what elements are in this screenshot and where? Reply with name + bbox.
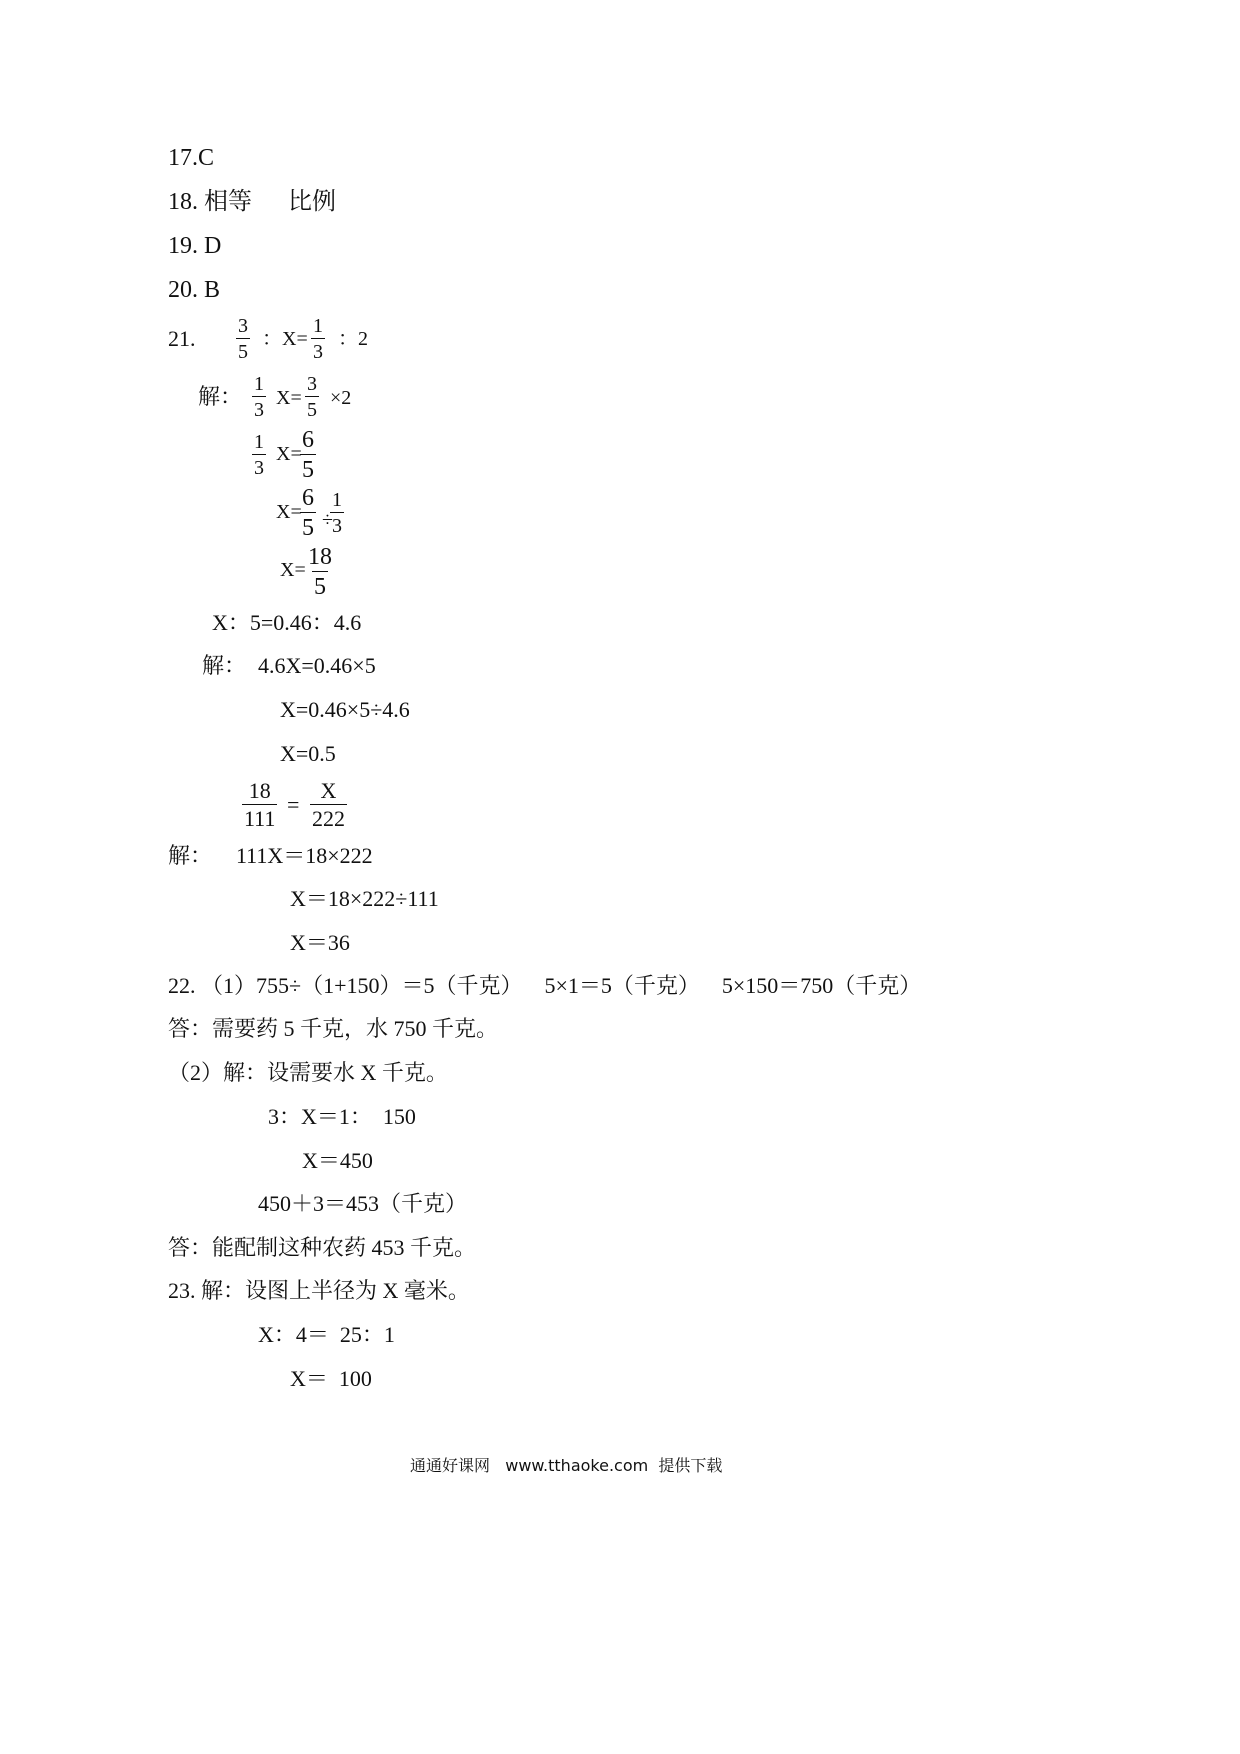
- fraction-6-5: $\frac{6}{5}$: [302, 485, 314, 541]
- equation-text: X：5=0.46：4.6: [212, 610, 362, 635]
- equation-text: X=: [276, 387, 302, 409]
- fraction-18-5: $\frac{18}{5}$: [308, 544, 332, 600]
- equation-text: X＝ 100: [290, 1366, 372, 1391]
- fraction-1-3: $\frac{1}{3}$: [254, 431, 264, 479]
- answer-22-part-2: （2）解：设需要水 X 千克。: [168, 1060, 448, 1085]
- fraction-3-5: $\frac{3}{5}$: [307, 373, 317, 421]
- equation-text: X＝450: [302, 1148, 373, 1173]
- equation-text: 3：X＝1： 150: [268, 1104, 416, 1129]
- fraction-1-3: $\frac{1}{3}$: [313, 315, 323, 363]
- fraction-1-3: $\frac{1}{3}$: [254, 373, 264, 421]
- fraction-3-5: $\frac{3}{5}$: [238, 315, 248, 363]
- fraction-x-222: $\frac{X}{222}$: [312, 778, 345, 831]
- answer-20: 20. B: [168, 277, 221, 303]
- equation-text: X＝36: [290, 930, 350, 955]
- divide-sign: ÷: [322, 509, 333, 531]
- answer-17: 17.C: [168, 145, 215, 171]
- equation-text: 4.6X=0.46×5: [258, 653, 376, 678]
- fraction-1-3: $\frac{1}{3}$: [332, 489, 342, 537]
- equation-text: X=: [276, 443, 302, 465]
- fraction-18-111: $\frac{18}{111}$: [244, 778, 276, 831]
- equals-sign: =: [287, 792, 300, 817]
- solution-label: 解：: [198, 384, 243, 409]
- equation-text: 111X＝18×222: [236, 843, 373, 868]
- page-footer: 通通好课网 www.tthaoke.com 提供下载: [410, 1456, 723, 1475]
- answer-19: 19. D: [168, 233, 222, 259]
- equation-text: X＝18×222÷111: [290, 886, 439, 911]
- question-21-label: 21.: [168, 326, 196, 351]
- solution-label: 解：: [202, 653, 247, 678]
- equation-text: ×2: [330, 387, 352, 409]
- answer-22-conclusion-1: 答：需要药 5 千克，水 750 千克。: [168, 1016, 499, 1041]
- equation-text: X=: [276, 501, 302, 523]
- equation-text: X=0.5: [280, 741, 336, 766]
- equation-text: X：4＝ 25：1: [258, 1322, 395, 1347]
- equation-text: 450＋3＝453（千克）: [258, 1191, 468, 1216]
- ratio-colon-x: ：X=: [262, 328, 308, 350]
- answer-22-line: 22. （1）755÷（1+150）＝5（千克） 5×1＝5（千克） 5×150＝750（千克）: [168, 973, 922, 998]
- ratio-colon-2: ：2: [338, 328, 368, 350]
- solution-label: 解：: [168, 843, 213, 868]
- answer-22-conclusion-2: 答：能配制这种农药 453 千克。: [168, 1235, 477, 1260]
- equation-text: X=: [280, 559, 306, 581]
- fraction-6-5: $\frac{6}{5}$: [302, 427, 314, 483]
- answer-23-line: 23. 解：设图上半径为 X 毫米。: [168, 1278, 470, 1303]
- equation-text: X=0.46×5÷4.6: [280, 697, 410, 722]
- answer-18: 18. 相等 比例: [168, 189, 336, 215]
